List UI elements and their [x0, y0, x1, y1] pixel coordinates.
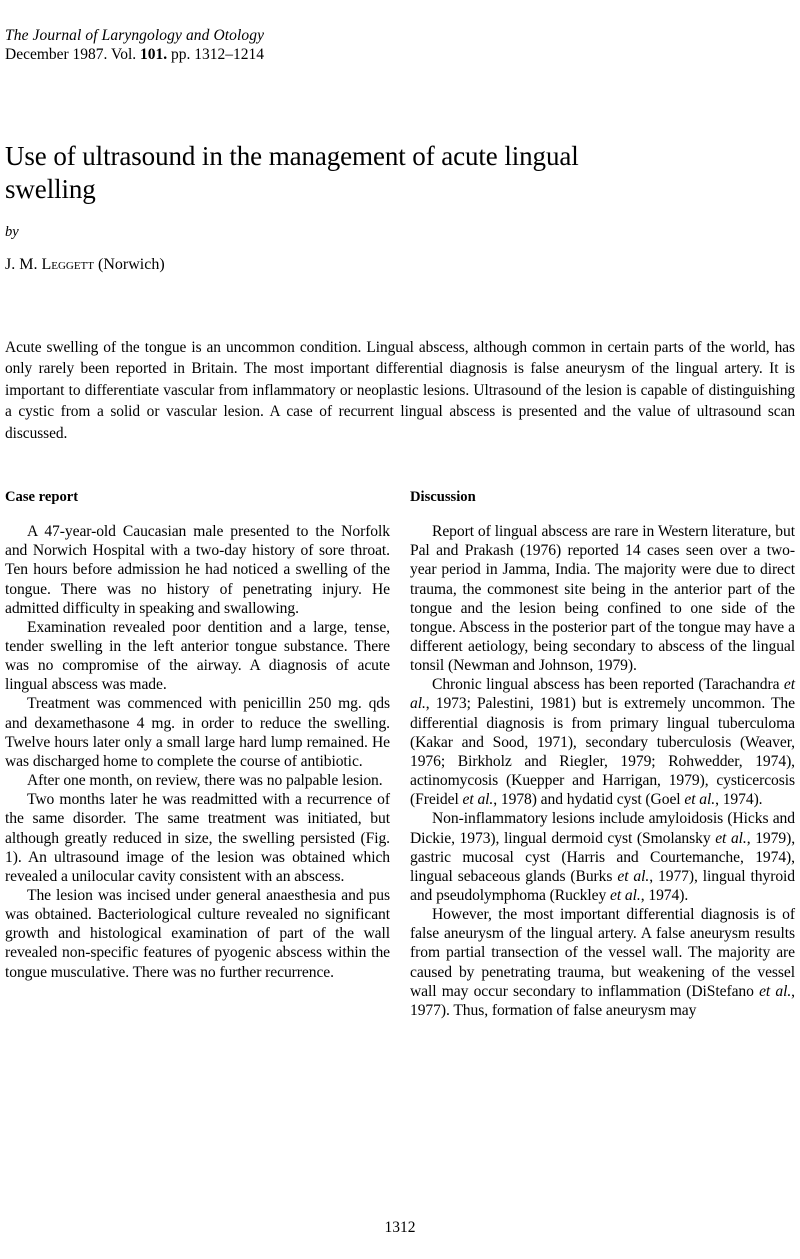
- abstract: Acute swelling of the tongue is an uncommon condition. Lingual abscess, although common in certain parts of the world, has only rarely been reported in Britain. The most important differential diagnosis is false aneurysm of the lingual artery. It is important to differentiate vascular from inflammatory or neoplastic lesions. Ultrasound of the lesion is capable of distinguishing a cystic from a solid or vascular lesion. A case of recurrent lingual abscess is presented and the value of ultrasound scan discussed.: [5, 339, 795, 442]
- folio-page-number: 1312: [384, 1219, 416, 1236]
- paragraph: Two months later he was readmitted with a recurrence of the same disorder. The same treatment was initiated, but although greatly reduced in size, the swelling persisted (Fig. 1). An ultrasound image of the lesion was obtained which revealed a unilocular cavity consistent with an abscess.: [5, 791, 390, 885]
- paragraph: However, the most important differential diagnosis is of false aneurysm of the lingual artery. A false aneurysm results from partial transection of the vessel wall. The majority are caused by penetrating trauma, but weakening of the vessel wall may occur secondary to inflammation (DiStefano et al., 1977). Thus, formation of false aneurysm may: [410, 906, 795, 1019]
- title-block: [5, 140, 795, 275]
- paragraph: The lesion was incised under general anaesthesia and pus was obtained. Bacteriological culture revealed no significant growth and histological examination of part of the wall revealed non-specific features of pyogenic abscess within the tongue musculative. There was no further recurrence.: [5, 887, 390, 981]
- paragraph: Chronic lingual abscess has been reported (Tarachandra et al., 1973; Palestini, 1981) but is extremely uncommon. The differential diagnosis is from primary lingual tuberculoma (Kakar and Sood, 1971), secondary tuberculosis (Weaver, 1976; Birkholz and Riegler, 1979; Rohwedder, 1974), actinomycosis (Kuepper and Harrigan, 1979), cysticercosis (Freidel et al., 1978) and hydatid cyst (Goel et al., 1974).: [410, 676, 795, 809]
- left-column: [5, 488, 390, 982]
- body-columns: [5, 488, 795, 1020]
- volume-number: 101.: [140, 46, 168, 63]
- page-content: [5, 26, 795, 1020]
- paragraph: After one month, on review, there was no palpable lesion.: [27, 772, 383, 790]
- paragraph: A 47-year-old Caucasian male presented to the Norfolk and Norwich Hospital with a two-day history of sore throat. Ten hours before admission he had noticed a swelling of the tongue. There was no history of penetrating injury. He admitted difficulty in speaking and swallowing.: [5, 523, 390, 617]
- author-initials: J. M.: [5, 256, 42, 273]
- et-al-abbreviation: et al.: [410, 676, 795, 713]
- et-al-abbreviation: et al.: [462, 791, 494, 809]
- journal-name: The Journal of Laryngology and Otology: [5, 27, 265, 44]
- et-al-abbreviation: et al.: [610, 887, 641, 904]
- et-al-abbreviation: et al.: [715, 829, 747, 847]
- right-column: [410, 488, 795, 1020]
- paragraph: Treatment was commenced with penicillin 250 mg. qds and dexamethasone 4 mg. in order to reduce the swelling. Twelve hours later only a small large hard lump remained. He was discharged home to complete the course of antibiotic.: [5, 695, 390, 770]
- section-heading-discussion: Discussion: [410, 489, 476, 506]
- author-affiliation: (Norwich): [94, 256, 165, 273]
- by-label: by: [5, 224, 19, 240]
- masthead: [5, 26, 795, 65]
- paragraph: Examination revealed poor dentition and a large, tense, tender swelling in the left anterior tongue substance. There was no compromise of the airway. A diagnosis of acute lingual abscess was made.: [5, 618, 390, 694]
- page-range: pp. 1312–1214: [167, 46, 265, 63]
- author-line: [5, 255, 795, 275]
- et-al-abbreviation: et al.: [684, 791, 716, 809]
- paragraph: Report of lingual abscess are rare in Western literature, but Pal and Prakash (1976) reported 14 cases seen over a two-year period in Jamma, India. The majority were due to direct trauma, the commonest site being in the anterior part of the tongue and the lesion being confined to one side of the tongue. Abscess in the posterior part of the tongue may have a different aetiology, being secondary to abscess of the lingual tonsil (Newman and Johnson, 1979).: [410, 523, 795, 675]
- section-heading-case-report: Case report: [5, 489, 79, 506]
- paragraph: Non-inflammatory lesions include amyloidosis (Hicks and Dickie, 1973), lingual dermoid cyst (Smolansky et al., 1979), gastric mucosal cyst (Harris and Courtemanche, 1974), lingual sebaceous glands (Burks et al., 1977), lingual thyroid and pseudolymphoma (Ruckley et al., 1974).: [410, 810, 796, 904]
- author-surname: Leggett: [41, 256, 94, 273]
- issue-date-volume-prefix: December 1987. Vol.: [5, 46, 141, 63]
- et-al-abbreviation: et al.: [759, 982, 792, 1000]
- issue-line: [5, 45, 795, 65]
- page-title: Use of ultrasound in the management of acute lingual swelling: [5, 141, 579, 204]
- et-al-abbreviation: et al.: [617, 867, 650, 885]
